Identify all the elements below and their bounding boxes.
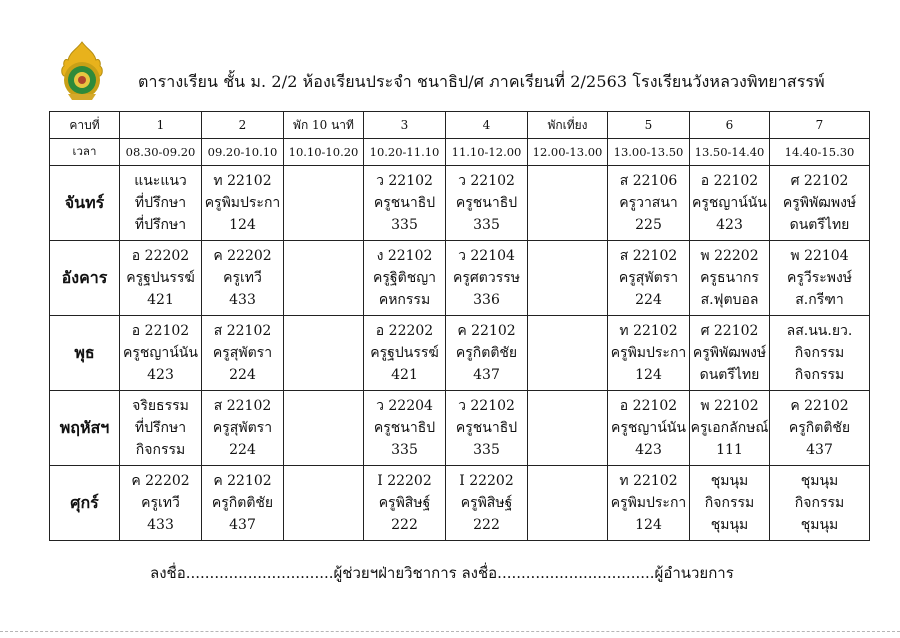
room-or-note: 224 (229, 367, 256, 383)
teacher-name: ครูฐปนรรฆ์ (370, 345, 439, 361)
time-label: เวลา (50, 139, 120, 166)
time-slot: 13.50-14.40 (690, 139, 770, 166)
page-title: ตารางเรียน ชั้น ม. 2/2 ห้องเรียนประจำ ชนาธิป/ศ ภาคเรียนที่ 2/2563 โรงเรียนวังหลวงพิทยาสรรพ์ (138, 72, 825, 91)
subject-code: อ 22102 (700, 173, 759, 189)
room-or-note: 224 (229, 442, 256, 458)
subject-code: I 22202 (459, 473, 514, 489)
class-cell (364, 391, 446, 466)
class-cell (284, 241, 364, 316)
teacher-name: ครูฐปนรรฆ์ (126, 270, 195, 286)
room-or-note: 437 (806, 442, 833, 458)
class-cell (120, 466, 202, 541)
class-cell (608, 466, 690, 541)
room-or-note: ดนตรีไทย (699, 367, 760, 383)
class-cell (770, 466, 870, 541)
signature-line: ลงชื่อ...............................ผู้ช่วยฯฝ่ายวิชาการ ลงชื่อ.................................ผู้อำนวยการ (150, 564, 734, 582)
subject-code: พ 22104 (790, 248, 849, 264)
teacher-name: ครูพิสิษฐ์ (460, 495, 513, 511)
subject-code: ค 22102 (457, 323, 516, 339)
class-cell (364, 166, 446, 241)
room-or-note: ชุมนุม (800, 517, 839, 533)
room-or-note: 335 (391, 442, 418, 458)
room-or-note: 335 (473, 217, 500, 233)
class-cell (608, 391, 690, 466)
teacher-name: ครูเอกลักษณ์ (690, 420, 769, 436)
room-or-note: 423 (147, 367, 174, 383)
class-cell (608, 241, 690, 316)
class-cell (690, 466, 770, 541)
room-or-note: กิจกรรม (794, 367, 845, 383)
class-cell (120, 391, 202, 466)
class-cell (202, 241, 284, 316)
subject-code: ค 22102 (790, 398, 849, 414)
day-row (50, 466, 870, 541)
room-or-note: 423 (716, 217, 743, 233)
day-name: ศุกร์ (50, 466, 120, 541)
class-cell (690, 316, 770, 391)
teacher-name: ครูพิสิษฐ์ (378, 495, 431, 511)
room-or-note: 437 (473, 367, 500, 383)
teacher-name: ครูวาสนา (619, 195, 678, 211)
class-cell (770, 316, 870, 391)
subject-code: ง 22102 (376, 248, 433, 264)
room-or-note: ชุมนุม (710, 517, 749, 533)
class-cell (364, 316, 446, 391)
teacher-name: ครูสุพัตรา (212, 345, 273, 361)
subject-code: ส 22102 (213, 398, 272, 414)
teacher-name: ครูเทวี (141, 495, 180, 511)
subject-code: ค 22202 (213, 248, 272, 264)
lunch-period: พักเที่ยง (528, 112, 608, 139)
subject-code: อ 22202 (375, 323, 434, 339)
period-4: 4 (446, 112, 528, 139)
class-cell (770, 241, 870, 316)
time-slot: 12.00-13.00 (528, 139, 608, 166)
day-name: พุธ (50, 316, 120, 391)
subject-code: ส 22102 (213, 323, 272, 339)
class-cell (446, 391, 528, 466)
subject-code: I 22202 (377, 473, 432, 489)
time-slot: 14.40-15.30 (770, 139, 870, 166)
teacher-name: ครูกิตติชัย (211, 495, 274, 511)
room-or-note: ดนตรีไทย (789, 217, 850, 233)
time-slot: 11.10-12.00 (446, 139, 528, 166)
time-slot: 10.20-11.10 (364, 139, 446, 166)
subject-code: ท 22102 (619, 323, 678, 339)
teacher-name: ครูชนาธิป (455, 420, 518, 436)
teacher-name: ครูพิพัฒพงษ์ (692, 345, 767, 361)
class-cell (770, 166, 870, 241)
class-cell (528, 391, 608, 466)
class-cell (446, 316, 528, 391)
subject-code: ค 22102 (213, 473, 272, 489)
subject-code: อ 22102 (131, 323, 190, 339)
time-slot: 13.00-13.50 (608, 139, 690, 166)
subject-code: ศ 22102 (790, 173, 849, 189)
teacher-name: ครูชนาธิป (455, 195, 518, 211)
period-2: 2 (202, 112, 284, 139)
teacher-name: ที่ปรึกษา (134, 420, 187, 436)
class-cell (528, 316, 608, 391)
class-cell (202, 316, 284, 391)
class-cell (120, 316, 202, 391)
room-or-note: ส.ฟุตบอล (700, 292, 759, 308)
time-slot: 08.30-09.20 (120, 139, 202, 166)
day-row (50, 241, 870, 316)
subject-code: ส 22106 (619, 173, 678, 189)
timetable (49, 111, 870, 541)
teacher-name: ครูกิตติชัย (788, 420, 851, 436)
teacher-name: ครูสุพัตรา (618, 270, 679, 286)
room-or-note: 224 (635, 292, 662, 308)
subject-code: ว 22102 (458, 173, 515, 189)
room-or-note: 111 (716, 442, 743, 458)
time-slot: 09.20-10.10 (202, 139, 284, 166)
teacher-name: กิจกรรม (794, 495, 845, 511)
subject-code: ว 22102 (376, 173, 433, 189)
period-label: คาบที่ (50, 112, 120, 139)
period-7: 7 (770, 112, 870, 139)
class-cell (284, 166, 364, 241)
room-or-note: 421 (391, 367, 418, 383)
room-or-note: ส.กรีฑา (795, 292, 844, 308)
class-cell (202, 166, 284, 241)
room-or-note: 124 (229, 217, 256, 233)
day-row (50, 391, 870, 466)
class-cell (690, 166, 770, 241)
subject-code: อ 22202 (131, 248, 190, 264)
teacher-name: ครูศตวรรษ (453, 270, 520, 286)
subject-code: จริยธรรม (132, 398, 189, 414)
class-cell (120, 166, 202, 241)
period-6: 6 (690, 112, 770, 139)
time-slot: 10.10-10.20 (284, 139, 364, 166)
room-or-note: 335 (391, 217, 418, 233)
period-3: 3 (364, 112, 446, 139)
day-name: พฤหัสฯ (50, 391, 120, 466)
teacher-name: ครูชญาน์นัน (692, 195, 767, 211)
teacher-name: ครูชนาธิป (373, 420, 436, 436)
room-or-note: 124 (635, 367, 662, 383)
room-or-note: 335 (473, 442, 500, 458)
room-or-note: 222 (391, 517, 418, 533)
class-cell (202, 391, 284, 466)
break-period: พัก 10 นาที (284, 112, 364, 139)
teacher-name: ครูชญาน์นัน (611, 420, 686, 436)
class-cell (284, 466, 364, 541)
teacher-name: ครูพิมประกา (610, 495, 687, 511)
class-cell (528, 166, 608, 241)
room-or-note: 222 (473, 517, 500, 533)
room-or-note: 433 (147, 517, 174, 533)
class-cell (528, 241, 608, 316)
subject-code: ว 22104 (458, 248, 515, 264)
subject-code: ท 22102 (619, 473, 678, 489)
teacher-name: กิจกรรม (794, 345, 845, 361)
period-5: 5 (608, 112, 690, 139)
class-cell (120, 241, 202, 316)
subject-code: ว 22102 (458, 398, 515, 414)
school-emblem-logo (56, 40, 108, 102)
day-row (50, 316, 870, 391)
class-cell (446, 166, 528, 241)
class-cell (690, 391, 770, 466)
subject-code: พ 22202 (700, 248, 759, 264)
teacher-name: ที่ปรึกษา (134, 195, 187, 211)
subject-code: ว 22204 (376, 398, 433, 414)
room-or-note: 225 (635, 217, 662, 233)
class-cell (446, 241, 528, 316)
subject-code: ค 22202 (131, 473, 190, 489)
day-name: อังคาร (50, 241, 120, 316)
teacher-name: ครูพิมประกา (610, 345, 687, 361)
class-cell (528, 466, 608, 541)
class-cell (690, 241, 770, 316)
day-name: จันทร์ (50, 166, 120, 241)
period-1: 1 (120, 112, 202, 139)
teacher-name: ครูวีระพงษ์ (786, 270, 853, 286)
room-or-note: 423 (635, 442, 662, 458)
class-cell (284, 391, 364, 466)
teacher-name: ครูธนากร (700, 270, 759, 286)
class-cell (202, 466, 284, 541)
subject-code: ศ 22102 (700, 323, 759, 339)
page-divider (0, 631, 900, 632)
class-cell (608, 316, 690, 391)
teacher-name: ครูชนาธิป (373, 195, 436, 211)
teacher-name: ครูชญาน์นัน (123, 345, 198, 361)
subject-code: อ 22102 (619, 398, 678, 414)
class-cell (284, 316, 364, 391)
room-or-note: 437 (229, 517, 256, 533)
subject-code: ชุมนุม (710, 473, 749, 489)
teacher-name: ครูพิพัฒพงษ์ (782, 195, 857, 211)
class-cell (364, 241, 446, 316)
period-header-row (50, 112, 870, 139)
subject-code: ท 22102 (213, 173, 272, 189)
class-cell (364, 466, 446, 541)
teacher-name: ครูกิตติชัย (455, 345, 518, 361)
teacher-name: ครูสุพัตรา (212, 420, 273, 436)
day-row (50, 166, 870, 241)
subject-code: ชุมนุม (800, 473, 839, 489)
room-or-note: กิจกรรม (135, 442, 186, 458)
teacher-name: ครูพิมประกา (204, 195, 281, 211)
room-or-note: ที่ปรึกษา (134, 217, 187, 233)
room-or-note: 421 (147, 292, 174, 308)
teacher-name: ครูเทวี (223, 270, 262, 286)
room-or-note: 124 (635, 517, 662, 533)
teacher-name: ครูฐิติชญา (373, 270, 436, 286)
class-cell (608, 166, 690, 241)
class-cell (770, 391, 870, 466)
room-or-note: 336 (473, 292, 500, 308)
subject-code: ลส.นน.ยว. (786, 323, 853, 339)
subject-code: พ 22102 (700, 398, 759, 414)
subject-code: ส 22102 (619, 248, 678, 264)
room-or-note: 433 (229, 292, 256, 308)
subject-code: แนะแนว (134, 173, 187, 189)
time-row (50, 139, 870, 166)
class-cell (446, 466, 528, 541)
teacher-name: กิจกรรม (704, 495, 755, 511)
room-or-note: คหกรรม (378, 292, 431, 308)
